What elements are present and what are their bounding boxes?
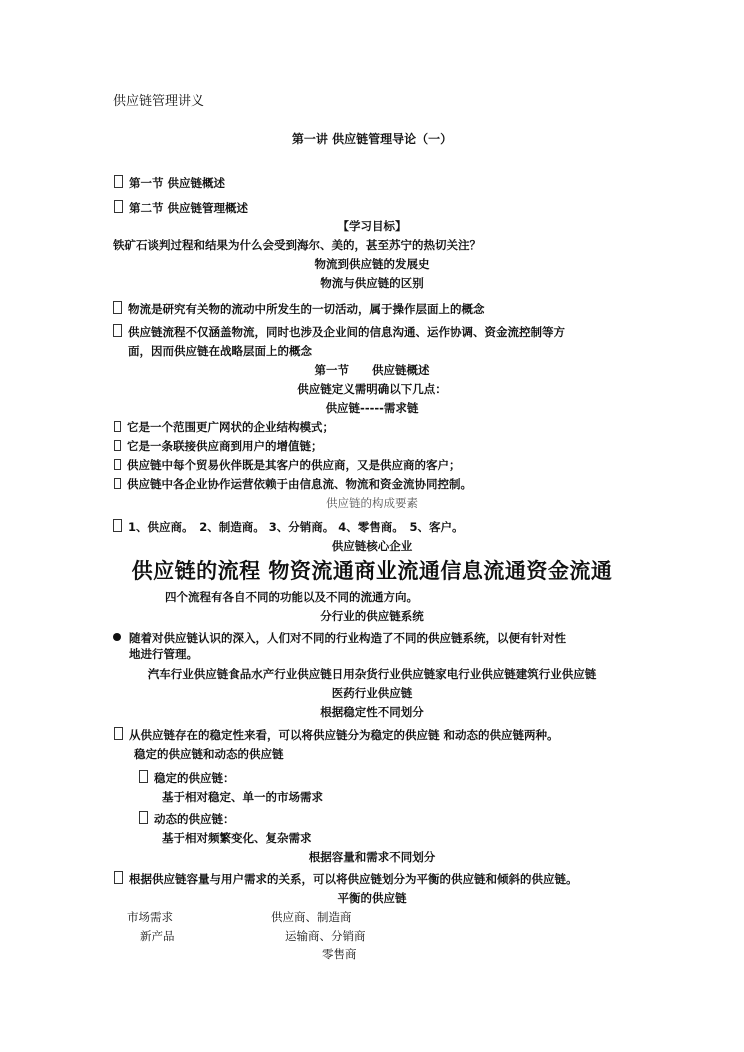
- point-3: 供应链中每个贸易伙伴既是其客户的供应商，又是供应商的客户；: [114, 457, 461, 473]
- toc-item-1: 第一节 供应链概述: [114, 175, 225, 191]
- industry-pharma: 医药行业供应链: [331, 686, 413, 700]
- capacity-title: 根据容量和需求不同划分: [308, 850, 436, 864]
- stable-description: 基于相对稳定、单一的市场需求: [162, 790, 323, 804]
- diagram-transport-distributor: 运输商、分销商: [285, 929, 366, 943]
- chain-formula: 供应链-----需求链: [325, 401, 419, 415]
- stability-subtitle: 稳定的供应链和动态的供应链: [134, 747, 284, 761]
- industry-title: 分行业的供应链系统: [320, 609, 424, 623]
- checkbox-icon: [114, 421, 121, 432]
- industry-list: 汽车行业供应链食品水产行业供应链日用杂货行业供应链家电行业供应链建筑行业供应链: [147, 667, 597, 681]
- point-2: 它是一条联接供应商到用户的增值链；: [114, 438, 323, 454]
- bullet-icon: [113, 633, 121, 641]
- dev-history-heading: 物流到供应链的发展史: [314, 257, 430, 271]
- checkbox-icon: [113, 301, 122, 314]
- balanced-title: 平衡的供应链: [337, 891, 407, 905]
- section1-heading: 第一节 供应链概述: [314, 363, 430, 377]
- checkbox-icon: [114, 478, 121, 489]
- checkbox-icon: [114, 200, 123, 213]
- objectives-label: 【学习目标】: [337, 219, 407, 233]
- point-1: 它是一个范围更广网状的企业结构模式；: [114, 419, 334, 435]
- flows-note: 四个流程有各自不同的功能以及不同的流通方向。: [165, 590, 418, 604]
- stable-label: 稳定的供应链：: [139, 770, 235, 786]
- core-enterprise: 供应链核心企业: [331, 539, 413, 553]
- sc-definition-line1: 供应链流程不仅涵盖物流，同时也涉及企业间的信息沟通、运作协调、资金流控制等方: [113, 324, 565, 340]
- intro-question: 铁矿石谈判过程和结果为什么会受到海尔、美的，甚至苏宁的热切关注？: [113, 238, 481, 252]
- checkbox-icon: [114, 727, 123, 740]
- checkbox-icon: [113, 519, 122, 532]
- stability-description: 从供应链存在的稳定性来看，可以将供应链分为稳定的供应链 和动态的供应链两种。: [114, 727, 559, 743]
- diagram-new-product: 新产品: [140, 929, 175, 943]
- elements-title: 供应链的构成要素: [326, 496, 418, 510]
- checkbox-icon: [114, 440, 121, 451]
- flows-heading: 供应链的流程 物资流通商业流通信息流通资金流通: [131, 559, 613, 583]
- checkbox-icon: [114, 175, 123, 188]
- diagram-market-demand: 市场需求: [127, 910, 173, 924]
- checkbox-icon: [139, 811, 148, 824]
- difference-heading: 物流与供应链的区别: [320, 276, 424, 290]
- document-header: 供应链管理讲义: [113, 94, 205, 109]
- definition-intro: 供应链定义需明确以下几点：: [297, 382, 447, 396]
- dynamic-label: 动态的供应链：: [139, 811, 235, 827]
- toc-item-2: 第二节 供应链管理概述: [114, 200, 248, 216]
- checkbox-icon: [139, 770, 148, 783]
- elements-list: 1、供应商。 2、制造商。 3、分销商。 4、零售商。 5、客户。: [113, 519, 464, 535]
- checkbox-icon: [113, 324, 122, 337]
- sc-definition-line2: 面，因而供应链在战略层面上的概念: [128, 344, 312, 358]
- diagram-retailer: 零售商: [322, 947, 357, 961]
- industry-bullet-line1: 随着对供应链认识的深入，人们对不同的行业构造了不同的供应链系统，以便有针对性: [113, 630, 566, 646]
- checkbox-icon: [114, 459, 121, 470]
- point-4: 供应链中各企业协作运营依赖于由信息流、物流和资金流协同控制。: [114, 476, 472, 492]
- dynamic-description: 基于相对频繁变化、复杂需求: [162, 831, 312, 845]
- logistics-definition: 物流是研究有关物的流动中所发生的一切活动，属于操作层面上的概念: [113, 301, 485, 317]
- checkbox-icon: [114, 871, 123, 884]
- stability-title: 根据稳定性不同划分: [320, 705, 424, 719]
- lecture-title: 第一讲 供应链管理导论（一）: [291, 132, 453, 146]
- industry-bullet-line2: 地进行管理。: [129, 647, 198, 661]
- capacity-description: 根据供应链容量与用户需求的关系，可以将供应链划分为平衡的供应链和倾斜的供应链。: [114, 871, 578, 887]
- diagram-supplier-manufacturer: 供应商、制造商: [271, 910, 352, 924]
